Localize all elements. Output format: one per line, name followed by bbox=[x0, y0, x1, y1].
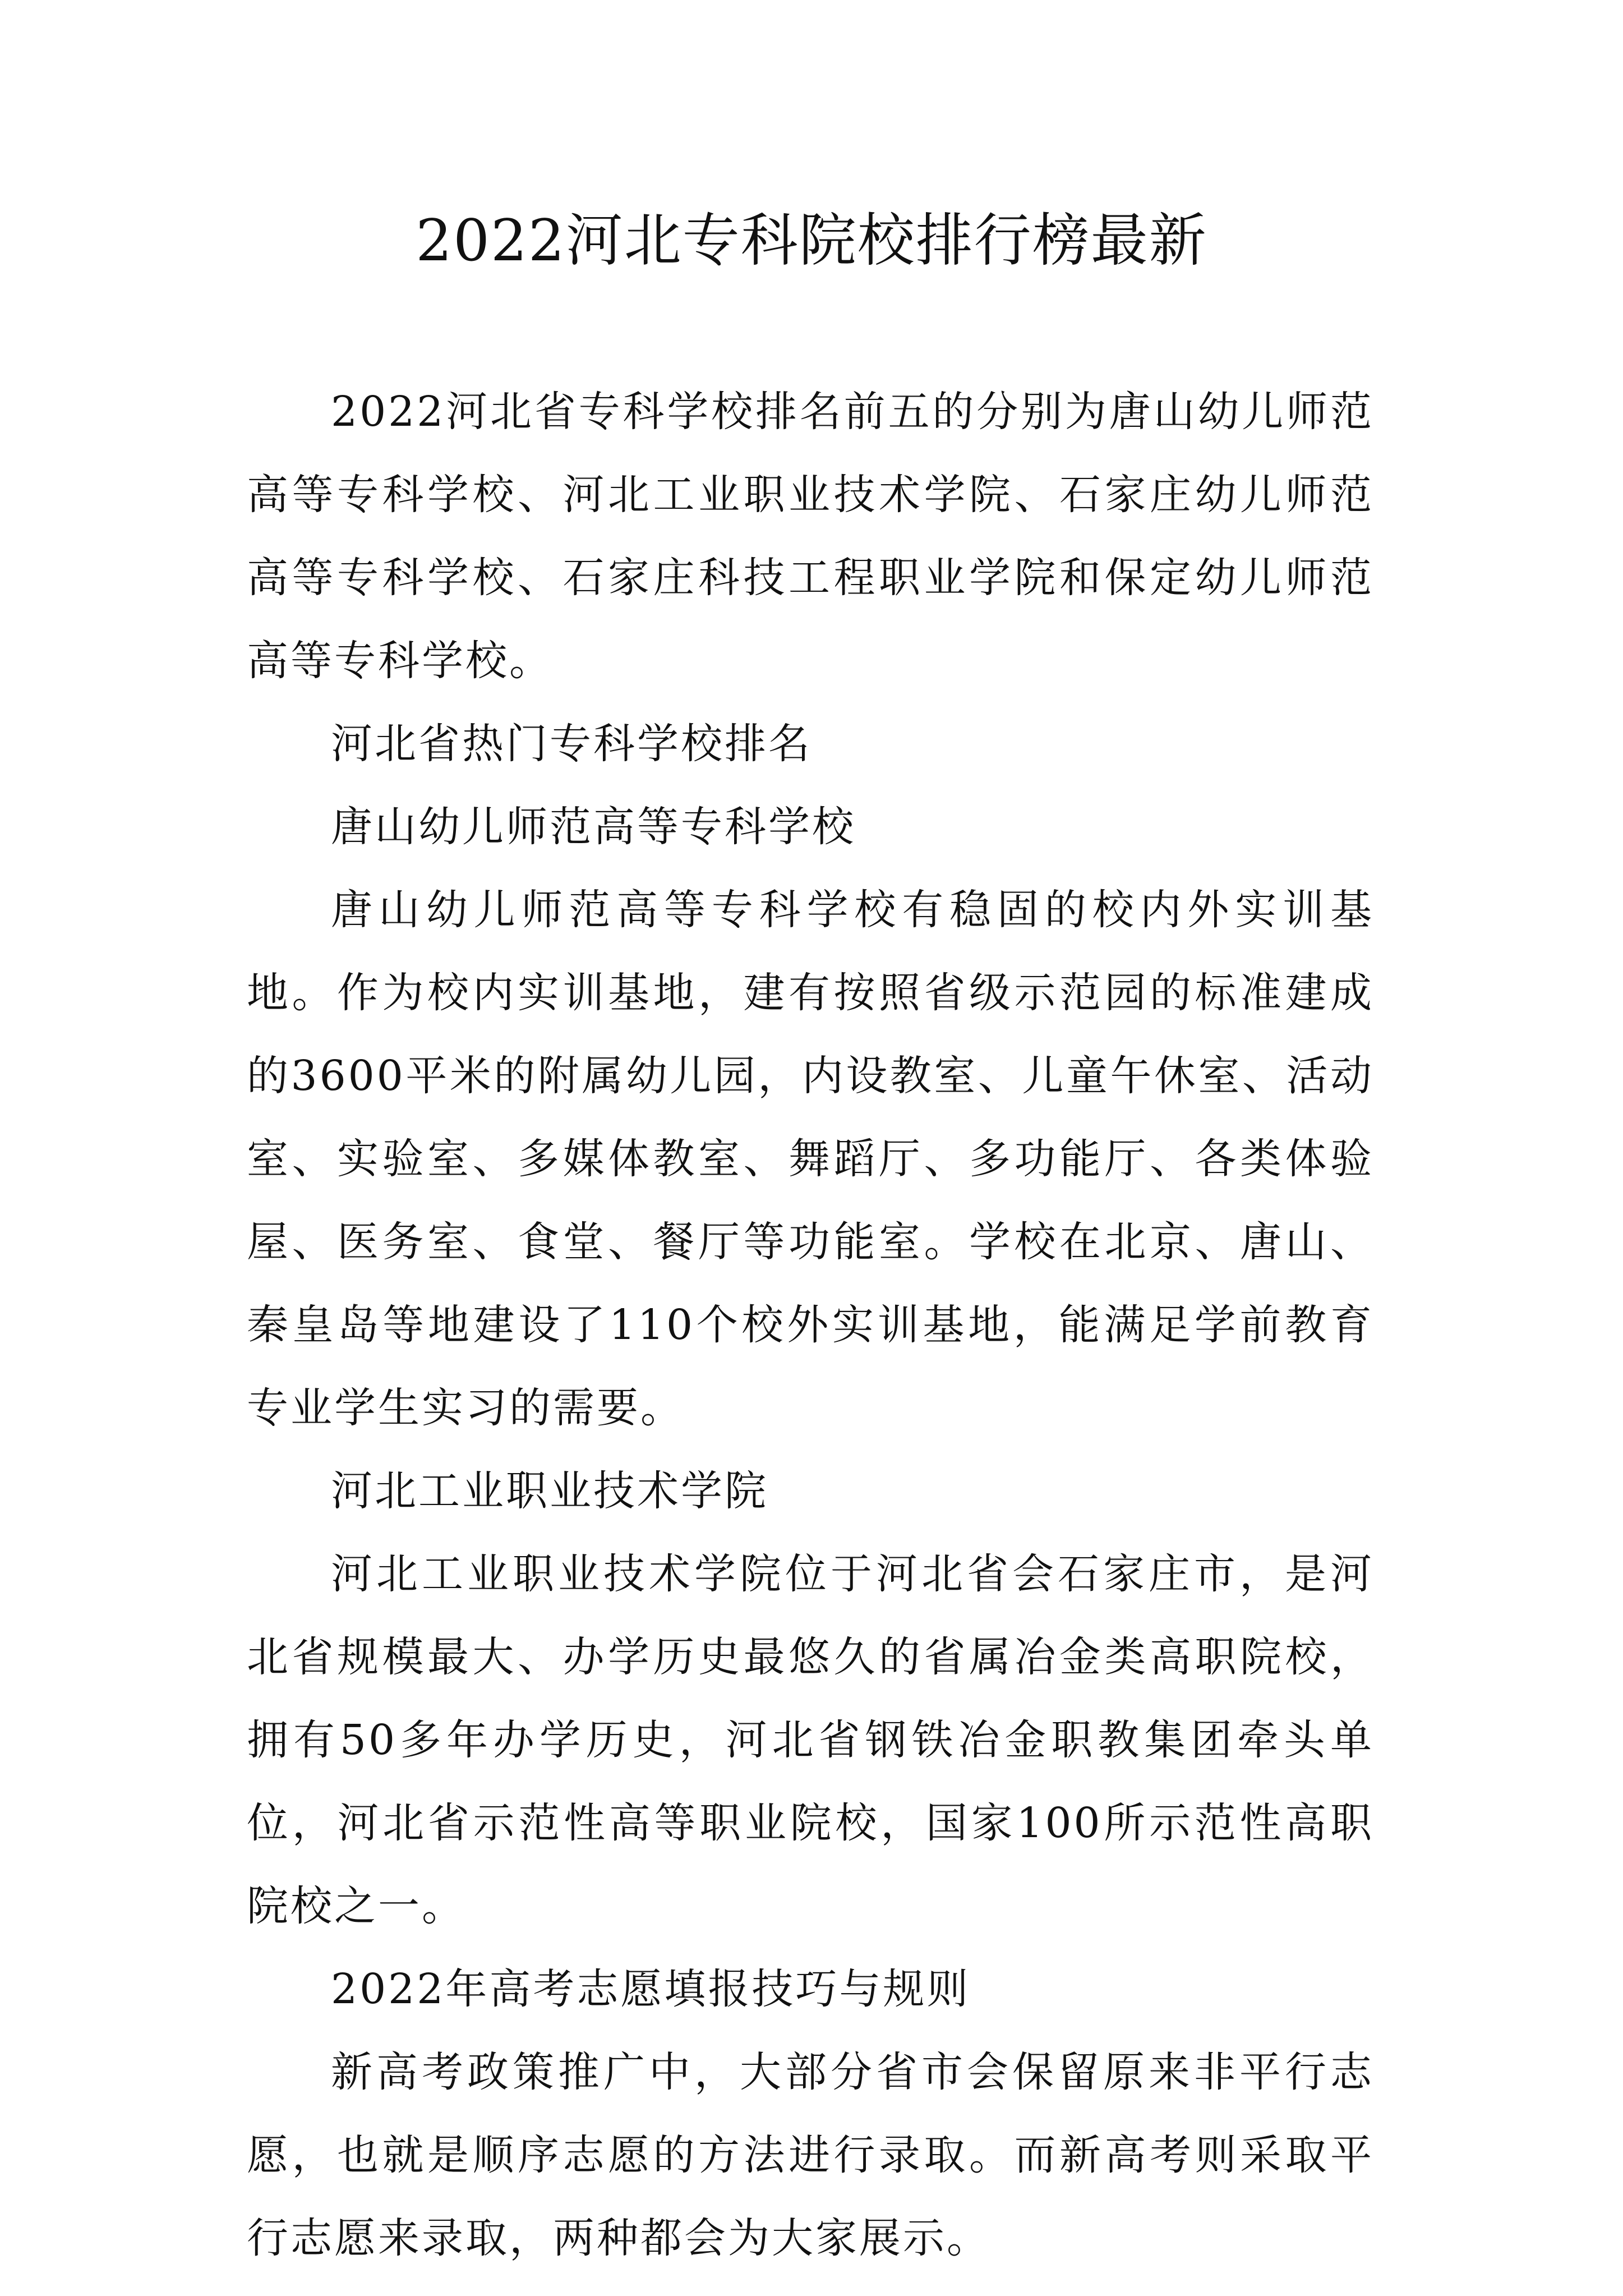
school-description-hebei-industrial: 河北工业职业技术学院位于河北省会石家庄市，是河北省规模最大、办学历史最悠久的省属冶金类高职院校，拥有50多年办学历史，河北省钢铁冶金职教集团牵头单位，河北省示范性高等职业院校，国家100所示范性高职院校之一。 bbox=[247, 1550, 1374, 1930]
school-heading-hebei-industrial: 河北工业职业技术学院 bbox=[331, 1467, 768, 1515]
intro-paragraph: 2022河北省专科学校排名前五的分别为唐山幼儿师范高等专科学校、河北工业职业技术学院、石家庄幼儿师范高等专科学校、石家庄科技工程职业学院和保定幼儿师范高等专科学校。 bbox=[247, 388, 1374, 685]
section-heading-popular-schools: 河北省热门专科学校排名 bbox=[331, 720, 812, 768]
section-heading-application-tips: 2022年高考志愿填报技巧与规则 bbox=[331, 1965, 971, 2013]
document-title: 2022河北专科院校排行榜最新 bbox=[416, 208, 1207, 274]
document-body bbox=[247, 370, 1374, 2280]
school-heading-tangshan: 唐山幼儿师范高等专科学校 bbox=[331, 803, 856, 851]
school-description-tangshan: 唐山幼儿师范高等专科学校有稳固的校内外实训基地。作为校内实训基地，建有按照省级示范园的标准建成的3600平米的附属幼儿园，内设教室、儿童午休室、活动室、实验室、多媒体教室、舞蹈厅、多功能厅、各类体验屋、医务室、食堂、餐厅等功能室。学校在北京、唐山、秦皇岛等地建设了110个校外实训基地，能满足学前教育专业学生实习的需要。 bbox=[247, 886, 1374, 1432]
application-tips-paragraph: 新高考政策推广中，大部分省市会保留原来非平行志愿，也就是顺序志愿的方法进行录取。而新高考则采取平行志愿来录取，两种都会为大家展示。 bbox=[247, 2048, 1374, 2262]
